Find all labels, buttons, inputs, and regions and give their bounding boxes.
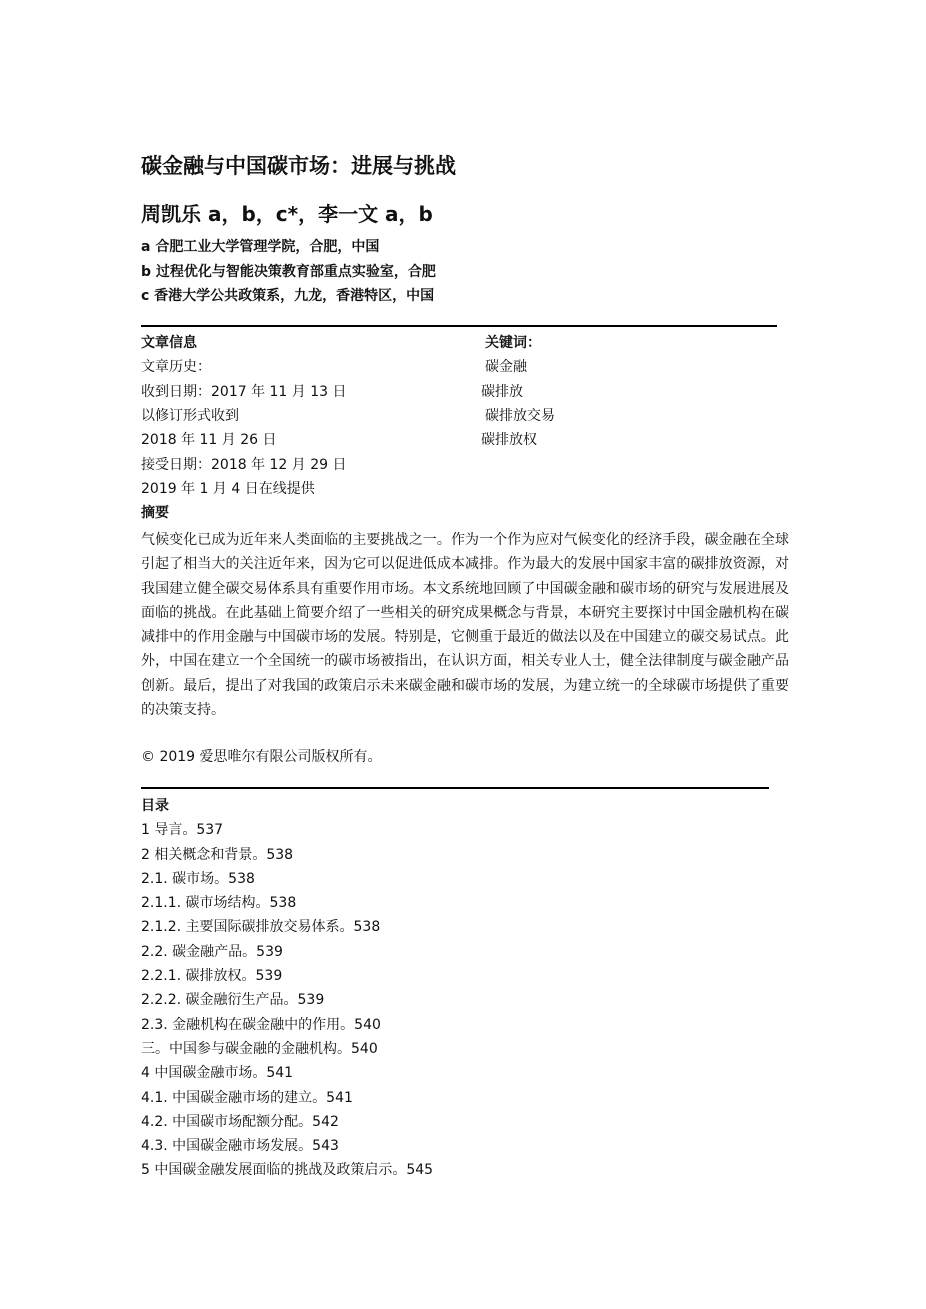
toc-entry: 2.1.1. 碳市场结构。538	[141, 895, 297, 912]
article-history-label: 文章历史：	[141, 359, 211, 375]
toc-entry: 2.2.2. 碳金融衍生产品。539	[141, 992, 325, 1009]
keywords-heading: 关键词：	[485, 335, 541, 351]
author-list: 周凯乐 a，b，c*，李一文 a，b	[141, 202, 433, 226]
toc-entry: 5 中国碳金融发展面临的挑战及政策启示。545	[141, 1162, 434, 1179]
toc-entry: 4.1. 中国碳金融市场的建立。541	[141, 1089, 353, 1106]
toc-entry: 2.1.2. 主要国际碳排放交易体系。538	[141, 919, 381, 936]
top-divider	[141, 325, 777, 327]
revised-label: 以修订形式收到	[141, 408, 239, 424]
toc-entry: 4 中国碳金融市场。541	[141, 1065, 294, 1082]
toc-entry: 4.3. 中国碳金融市场发展。543	[141, 1138, 339, 1155]
toc-entry: 2 相关概念和背景。538	[141, 846, 294, 863]
mid-divider	[141, 787, 769, 789]
toc-entry: 2.2.1. 碳排放权。539	[141, 968, 283, 985]
affiliation-b: b 过程优化与智能决策教育部重点实验室，合肥	[141, 264, 436, 280]
paper-title: 碳金融与中国碳市场：进展与挑战	[141, 154, 456, 178]
received-date: 收到日期：2017 年 11 月 13 日	[141, 384, 347, 400]
table-of-contents	[141, 794, 433, 1183]
toc-entry: 2.3. 金融机构在碳金融中的作用。540	[141, 1016, 381, 1033]
abstract-text: 气候变化已成为近年来人类面临的主要挑战之一。作为一个作为应对气候变化的经济手段，碳金融在全球引起了相当大的关注近年来，因为它可以促进低成本减排。作为最大的发展中国家丰富的碳排放资源，对我国建立健全碳交易体系具有重要作用市场。本文系统地回顾了中国碳金融和碳市场的研究与发展进展及面临的挑战。在此基础上简要介绍了一些相关的研究成果概念与背景，本研究主要探讨中国金融机构在碳减排中的作用金融与中国碳市场的发展。特别是，它侧重于最近的做法以及在中国建立的碳交易试点。此外，中国在建立一个全国统一的碳市场被指出，在认识方面，相关专业人士，健全法律制度与碳金融产品创新。最后，提出了对我国的政策启示未来碳金融和碳市场的发展，为建立统一的全球碳市场提供了重要的决策支持。	[141, 532, 789, 719]
toc-entry: 2.2. 碳金融产品。539	[141, 943, 283, 960]
toc-heading: 目录	[141, 798, 169, 814]
online-date: 2019 年 1 月 4 日在线提供	[141, 481, 315, 497]
toc-entry: 1 导言。537	[141, 822, 224, 839]
keyword-item: 碳排放交易	[485, 408, 555, 424]
accepted-date: 接受日期：2018 年 12 月 29 日	[141, 457, 347, 473]
toc-entry: 三。中国参与碳金融的金融机构。540	[141, 1040, 378, 1057]
toc-entry: 4.2. 中国碳市场配额分配。542	[141, 1113, 339, 1130]
keyword-item: 碳排放	[481, 384, 523, 400]
article-info-heading: 文章信息	[141, 335, 197, 351]
affiliation-c: c 香港大学公共政策系，九龙，香港特区，中国	[141, 288, 435, 304]
revised-date: 2018 年 11 月 26 日	[141, 432, 277, 448]
keyword-item: 碳金融	[485, 359, 527, 375]
keyword-item: 碳排放权	[481, 432, 537, 448]
abstract-heading: 摘要	[141, 505, 169, 521]
toc-entry: 2.1. 碳市场。538	[141, 870, 255, 887]
copyright-notice: © 2019 爱思唯尔有限公司版权所有。	[141, 749, 382, 765]
affiliation-a: a 合肥工业大学管理学院，合肥，中国	[141, 239, 380, 255]
